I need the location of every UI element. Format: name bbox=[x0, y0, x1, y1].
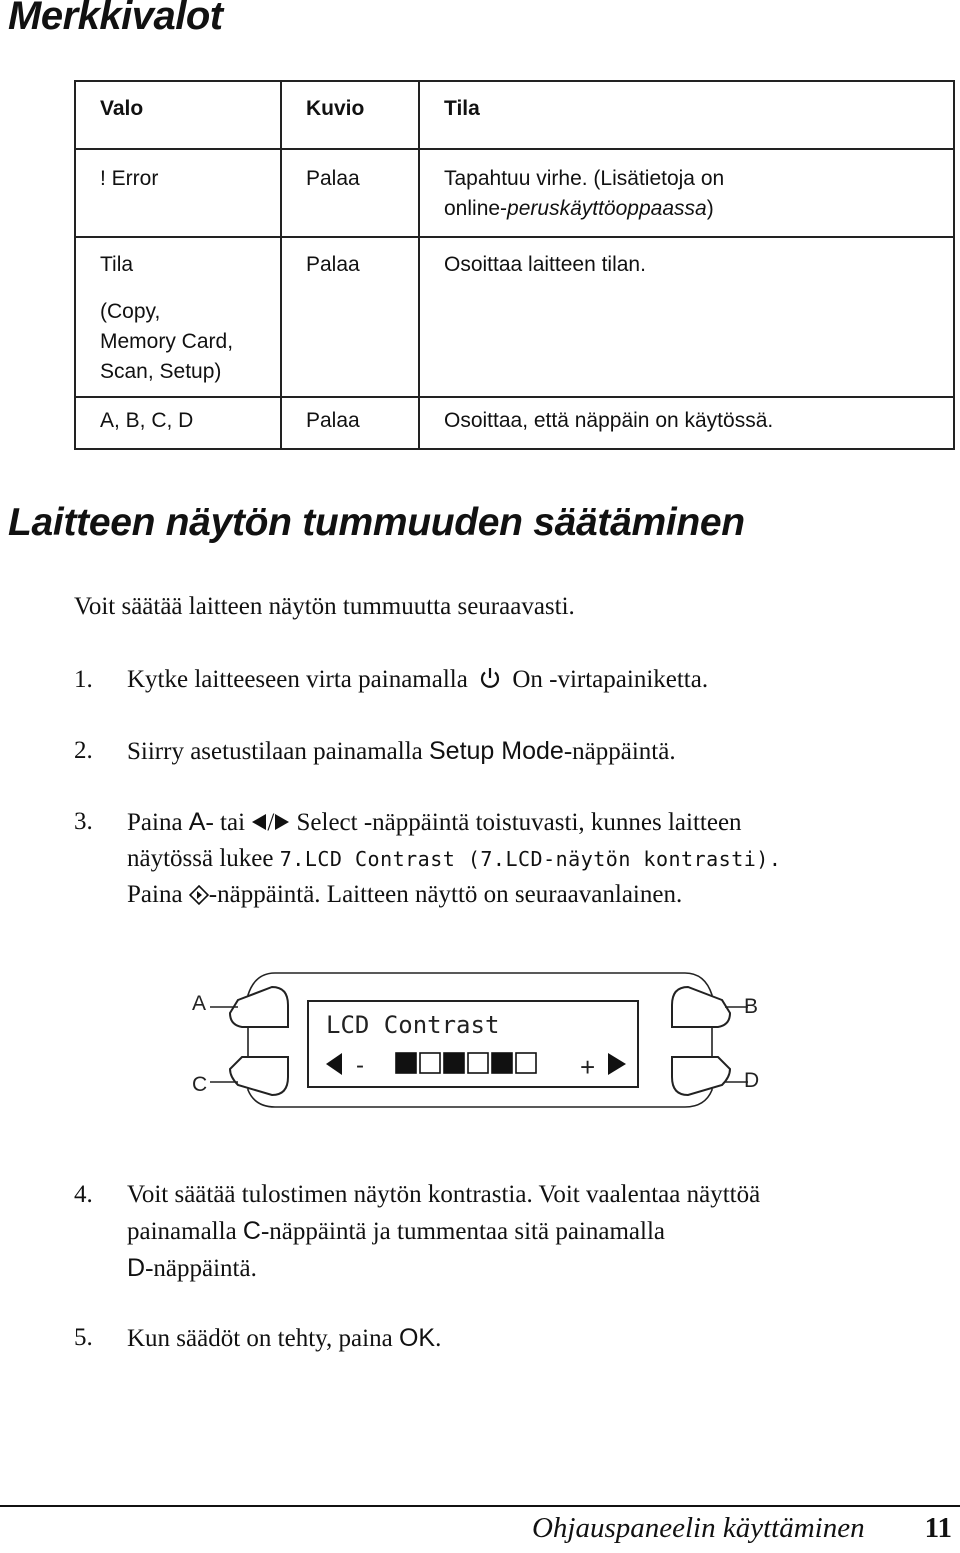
key-a-label: A bbox=[188, 808, 206, 836]
step-text: -näppäintä. Laitteen näyttö on seuraavanlainen. bbox=[208, 881, 683, 908]
step-text: On -virtapainiketta. bbox=[512, 666, 709, 693]
lcd-plus: + bbox=[580, 1052, 596, 1082]
label-a: A bbox=[192, 992, 207, 1015]
cell-valo: A, B, C, D bbox=[75, 397, 281, 449]
lcd-right-arrow-icon bbox=[608, 1053, 626, 1075]
table-row bbox=[75, 397, 954, 449]
page-number: 11 bbox=[924, 1512, 952, 1544]
contrast-block bbox=[492, 1053, 512, 1073]
step-text: -näppäintä. bbox=[563, 738, 676, 765]
contrast-block bbox=[444, 1053, 464, 1073]
step-number: 4. bbox=[74, 1181, 93, 1208]
step-3: Paina A- tai / Select -näppäintä toistuvasti, kunnes laitteen näytössä lukee 7.LCD Contrast (7.LCD-näytön kontrasti). Paina -näppäintä. Laitteen näyttö on seuraavanlainen. bbox=[127, 808, 782, 908]
cell-tila: Osoittaa, että näppäin on käytössä. bbox=[419, 397, 954, 449]
table-row bbox=[75, 149, 954, 237]
footer-rule bbox=[0, 1505, 960, 1507]
cell-kuvio: Palaa bbox=[281, 397, 419, 449]
contrast-bar bbox=[396, 1053, 536, 1073]
step-text: näytössä lukee bbox=[127, 845, 274, 872]
right-arrow-icon bbox=[274, 813, 290, 831]
tila-line bbox=[444, 194, 953, 224]
footer-title: Ohjauspaneelin käyttäminen bbox=[531, 1512, 865, 1544]
valo-detail: (Copy, bbox=[100, 300, 161, 323]
step-text: Siirry asetustilaan painamalla bbox=[127, 738, 423, 765]
contrast-block bbox=[516, 1053, 536, 1073]
page-footer bbox=[532, 1512, 952, 1545]
key-c-label: C bbox=[242, 1217, 261, 1245]
key-d-label: D bbox=[127, 1254, 146, 1282]
step-number: 2. bbox=[74, 737, 93, 764]
lcd-minus: - bbox=[356, 1052, 364, 1079]
cell-valo: ! Error bbox=[75, 149, 281, 237]
step-text: -näppäintä. bbox=[145, 1255, 257, 1282]
button-c bbox=[230, 1057, 288, 1095]
step-number: 5. bbox=[74, 1324, 93, 1351]
valo-detail: Memory Card, bbox=[100, 330, 234, 353]
cell-tila bbox=[419, 149, 954, 237]
step-5 bbox=[127, 1320, 952, 1357]
section-title-merkkivalot: Merkkivalot bbox=[8, 0, 223, 38]
header-tila: Tila bbox=[419, 81, 954, 149]
setup-mode-key: Setup Mode bbox=[429, 737, 564, 765]
valo-detail: Scan, Setup) bbox=[100, 360, 222, 383]
step-1 bbox=[127, 662, 952, 698]
cell-tila: Osoittaa laitteen tilan. bbox=[419, 237, 954, 397]
header-valo: Valo bbox=[75, 81, 281, 149]
panel-drawing bbox=[180, 965, 780, 1115]
table-header-row bbox=[75, 81, 954, 149]
table-row bbox=[75, 237, 954, 397]
step-text: Paina bbox=[127, 881, 183, 908]
start-diamond-icon bbox=[189, 885, 209, 905]
control-panel-illustration bbox=[180, 965, 780, 1115]
step-text: Voit säätää tulostimen näytön kontrastia. Voit vaalentaa näyttöä bbox=[127, 1181, 761, 1208]
step-2 bbox=[127, 733, 952, 770]
tila-line: Tapahtuu virhe. (Lisätietoja on bbox=[444, 167, 725, 190]
label-d: D bbox=[744, 1069, 760, 1092]
led-table bbox=[74, 80, 955, 450]
button-d bbox=[672, 1057, 730, 1095]
lcd-left-arrow-icon bbox=[326, 1053, 342, 1075]
cell-kuvio: Palaa bbox=[281, 237, 419, 397]
button-b bbox=[672, 987, 730, 1027]
cell-valo bbox=[75, 237, 281, 397]
step-text: - tai bbox=[205, 809, 246, 836]
tila-suffix: ) bbox=[706, 197, 714, 220]
cell-kuvio: Palaa bbox=[281, 149, 419, 237]
manual-reference: peruskäyttöoppaassa bbox=[507, 197, 707, 220]
contrast-block bbox=[420, 1053, 440, 1073]
valo-label: Tila bbox=[100, 253, 134, 276]
step-text: Kytke laitteeseen virta painamalla bbox=[127, 666, 468, 693]
label-c: C bbox=[192, 1073, 208, 1096]
section-title-contrast: Laitteen näytön tummuuden säätäminen bbox=[8, 501, 745, 544]
button-a bbox=[230, 987, 288, 1027]
step-number: 1. bbox=[74, 666, 93, 693]
power-icon bbox=[478, 666, 502, 690]
step-text: Kun säädöt on tehty, paina bbox=[127, 1325, 393, 1352]
lcd-message: 7.LCD Contrast (7.LCD-näytön kontrasti). bbox=[279, 847, 782, 871]
step-text: . bbox=[435, 1325, 442, 1352]
step-text: Select -näppäintä toistuvasti, kunnes laitteen bbox=[296, 809, 742, 836]
ok-key-label: OK bbox=[398, 1324, 436, 1352]
step-text: Paina bbox=[127, 809, 183, 836]
step-text: -näppäintä ja tummentaa sitä painamalla bbox=[260, 1218, 665, 1245]
step-4 bbox=[127, 1177, 952, 1287]
lcd-line-1: LCD Contrast bbox=[326, 1011, 500, 1039]
left-arrow-icon bbox=[251, 813, 267, 831]
tila-prefix: online- bbox=[444, 197, 508, 220]
header-kuvio: Kuvio bbox=[281, 81, 419, 149]
label-b: B bbox=[744, 995, 759, 1018]
intro-paragraph: Voit säätää laitteen näytön tummuutta seuraavasti. bbox=[74, 593, 575, 620]
step-number: 3. bbox=[74, 808, 93, 835]
step-text: painamalla bbox=[127, 1218, 237, 1245]
contrast-block bbox=[396, 1053, 416, 1073]
contrast-block bbox=[468, 1053, 488, 1073]
